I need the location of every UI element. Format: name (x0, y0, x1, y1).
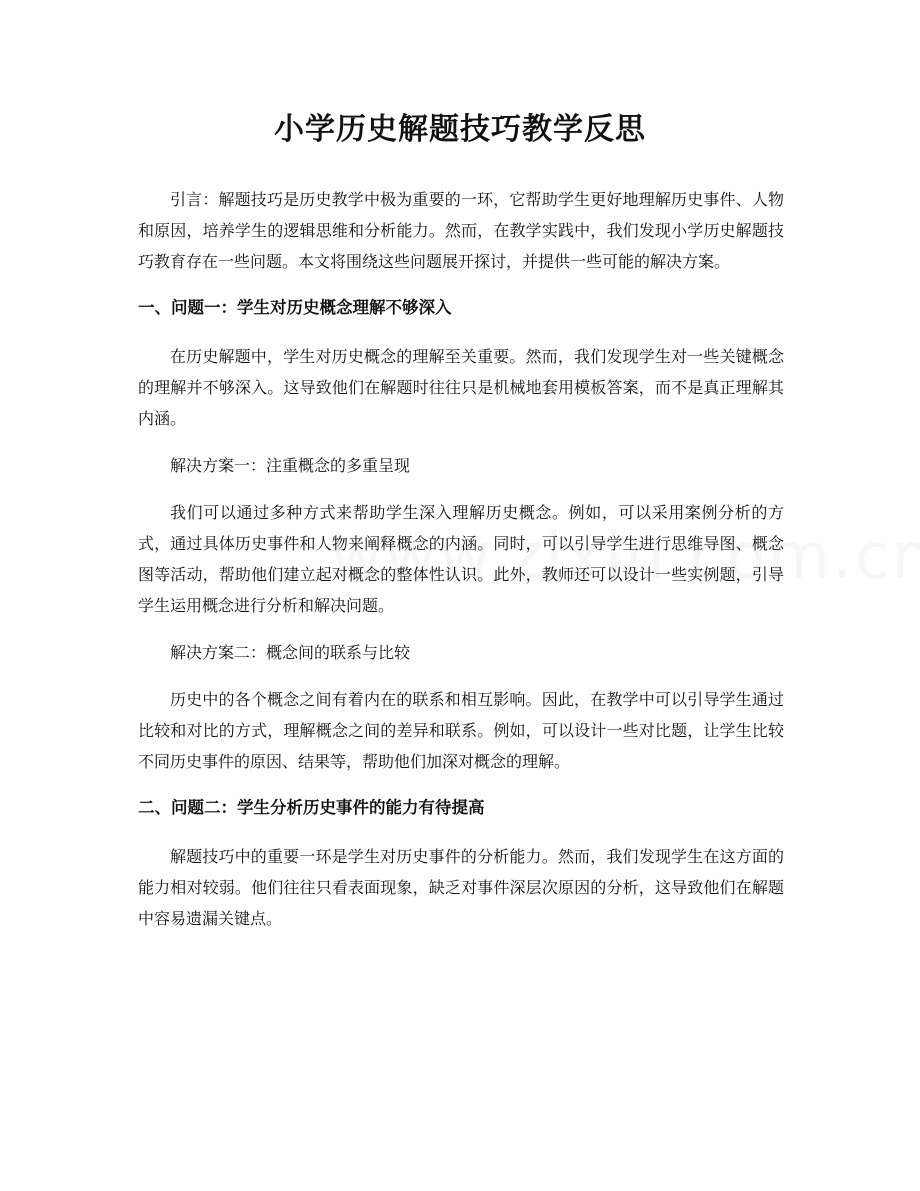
solution-1-title: 解决方案一：注重概念的多重呈现 (170, 456, 411, 475)
solution-1-text: 我们可以通过多种方式来帮助学生深入理解历史概念。例如，可以采用案例分析的方式，通过具体历史事件和人物来阐释概念的内涵。同时，可以引导学生进行思维导图、概念图等活动，帮助他们建立起对概念的整体性认识。此外，教师还可以设计一些实例题，引导学生运用概念进行分析和解决问题。 (138, 503, 784, 615)
document-title: 小学历史解题技巧教学反思 (274, 112, 646, 147)
document-body (138, 184, 784, 950)
section-1-problem: 在历史解题中，学生对历史概念的理解至关重要。然而，我们发现学生对一些关键概念的理解并不够深入。这导致他们在解题时往往只是机械地套用模板答案，而不是真正理解其内涵。 (138, 347, 784, 428)
section-2-problem: 解题技巧中的重要一环是学生对历史事件的分析能力。然而，我们发现学生在这方面的能力相对较弱。他们往往只看表面现象，缺乏对事件深层次原因的分析，这导致他们在解题中容易遗漏关键点。 (138, 847, 784, 928)
intro-paragraph: 引言：解题技巧是历史教学中极为重要的一环，它帮助学生更好地理解历史事件、人物和原因，培养学生的逻辑思维和分析能力。然而，在教学实践中，我们发现小学历史解题技巧教育存在一些问题。本文将围绕这些问题展开探讨，并提供一些可能的解决方案。 (138, 190, 784, 271)
solution-2-title: 解决方案二：概念间的联系与比较 (170, 643, 411, 662)
section-1-heading: 一、问题一：学生对历史概念理解不够深入 (138, 298, 452, 317)
section-2-heading: 二、问题二：学生分析历史事件的能力有待提高 (138, 798, 485, 817)
solution-2-text: 历史中的各个概念之间有着内在的联系和相互影响。因此，在教学中可以引导学生通过比较和对比的方式，理解概念之间的差异和联系。例如，可以设计一些对比题，让学生比较不同历史事件的原因、结果等，帮助他们加深对概念的理解。 (138, 690, 784, 771)
